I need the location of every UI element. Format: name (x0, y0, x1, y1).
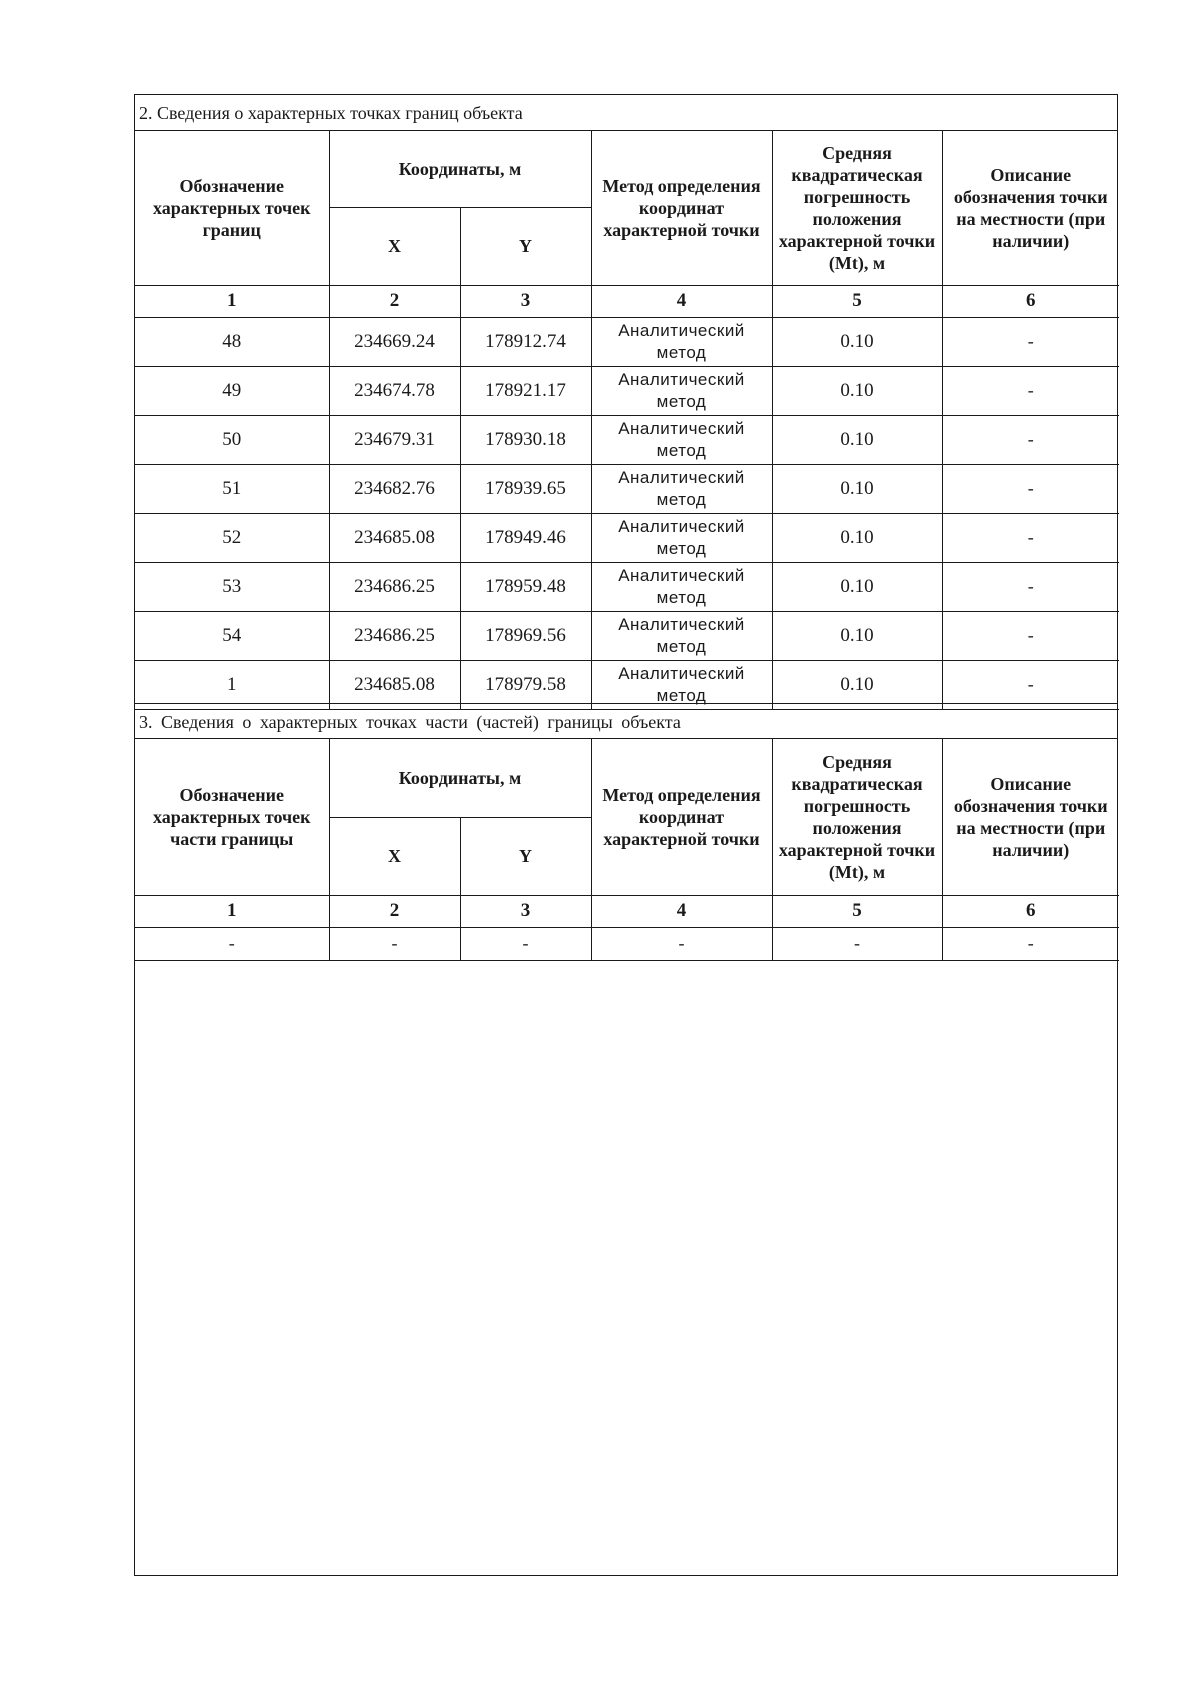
description-cell: - (942, 415, 1119, 464)
header-designation: Обозначение характерных точек части границы (135, 739, 329, 895)
table-row (135, 415, 1119, 464)
method-cell: Аналитический метод (591, 317, 772, 366)
document-frame (134, 94, 1118, 1576)
column-number: 4 (591, 895, 772, 927)
column-number: 1 (135, 895, 329, 927)
y-cell: 178949.46 (460, 513, 591, 562)
point-cell: 1 (135, 660, 329, 709)
header-error: Средняя квадратическая погрешность положения характерной точки (Mt), м (772, 739, 942, 895)
error-cell: 0.10 (772, 660, 942, 709)
table-row (135, 562, 1119, 611)
header-x: X (329, 817, 460, 895)
y-cell: 178979.58 (460, 660, 591, 709)
description-cell: - (942, 513, 1119, 562)
description-cell: - (942, 611, 1119, 660)
error-cell: - (772, 927, 942, 960)
x-cell: 234685.08 (329, 513, 460, 562)
error-cell: 0.10 (772, 562, 942, 611)
section-2-title: 2. Сведения о характерных точках границ объекта (135, 95, 1117, 131)
y-cell: 178969.56 (460, 611, 591, 660)
header-y: Y (460, 817, 591, 895)
x-cell: 234686.25 (329, 562, 460, 611)
method-cell: Аналитический метод (591, 464, 772, 513)
column-number: 4 (591, 285, 772, 317)
x-cell: 234682.76 (329, 464, 460, 513)
header-method: Метод определения координат характерной точки (591, 131, 772, 285)
header-coordinates: Координаты, м (329, 739, 591, 817)
header-x: X (329, 207, 460, 285)
description-cell: - (942, 927, 1119, 960)
column-number: 5 (772, 285, 942, 317)
y-cell: - (460, 927, 591, 960)
description-cell: - (942, 660, 1119, 709)
column-number: 2 (329, 285, 460, 317)
description-cell: - (942, 366, 1119, 415)
method-cell: Аналитический метод (591, 660, 772, 709)
header-method: Метод определения координат характерной точки (591, 739, 772, 895)
header-error: Средняя квадратическая погрешность положения характерной точки (Mt), м (772, 131, 942, 285)
table-row (135, 660, 1119, 709)
error-cell: 0.10 (772, 513, 942, 562)
point-cell: 54 (135, 611, 329, 660)
description-cell: - (942, 562, 1119, 611)
header-coordinates: Координаты, м (329, 131, 591, 207)
y-cell: 178959.48 (460, 562, 591, 611)
method-cell: Аналитический метод (591, 562, 772, 611)
header-designation: Обозначение характерных точек границ (135, 131, 329, 285)
error-cell: 0.10 (772, 317, 942, 366)
method-cell: Аналитический метод (591, 415, 772, 464)
table-row (135, 366, 1119, 415)
table-row (135, 317, 1119, 366)
column-number-row (135, 895, 1119, 927)
point-cell: 49 (135, 366, 329, 415)
y-cell: 178912.74 (460, 317, 591, 366)
description-cell: - (942, 317, 1119, 366)
point-cell: - (135, 927, 329, 960)
column-number: 5 (772, 895, 942, 927)
error-cell: 0.10 (772, 464, 942, 513)
point-cell: 52 (135, 513, 329, 562)
method-cell: Аналитический метод (591, 366, 772, 415)
y-cell: 178930.18 (460, 415, 591, 464)
method-cell: Аналитический метод (591, 513, 772, 562)
x-cell: - (329, 927, 460, 960)
error-cell: 0.10 (772, 366, 942, 415)
column-number: 2 (329, 895, 460, 927)
x-cell: 234685.08 (329, 660, 460, 709)
point-cell: 51 (135, 464, 329, 513)
x-cell: 234669.24 (329, 317, 460, 366)
header-y: Y (460, 207, 591, 285)
header-description: Описание обозначения точки на местности (при наличии) (942, 131, 1119, 285)
point-cell: 50 (135, 415, 329, 464)
x-cell: 234674.78 (329, 366, 460, 415)
error-cell: 0.10 (772, 611, 942, 660)
table-row (135, 513, 1119, 562)
column-number: 3 (460, 895, 591, 927)
table-row (135, 927, 1119, 960)
column-number: 6 (942, 285, 1119, 317)
method-cell: - (591, 927, 772, 960)
section-2-table (135, 131, 1119, 710)
section-2-rows (135, 131, 1119, 709)
description-cell: - (942, 464, 1119, 513)
section-3-table (135, 739, 1119, 961)
x-cell: 234686.25 (329, 611, 460, 660)
method-cell: Аналитический метод (591, 611, 772, 660)
section-3-rows (135, 739, 1119, 960)
column-number: 3 (460, 285, 591, 317)
error-cell: 0.10 (772, 415, 942, 464)
column-number: 6 (942, 895, 1119, 927)
y-cell: 178939.65 (460, 464, 591, 513)
point-cell: 53 (135, 562, 329, 611)
column-number: 1 (135, 285, 329, 317)
table-row (135, 611, 1119, 660)
column-number-row (135, 285, 1119, 317)
y-cell: 178921.17 (460, 366, 591, 415)
table-row (135, 464, 1119, 513)
section-3-title: 3. Сведения о характерных точках части (частей) границы объекта (135, 703, 1117, 739)
x-cell: 234679.31 (329, 415, 460, 464)
point-cell: 48 (135, 317, 329, 366)
header-description: Описание обозначения точки на местности (при наличии) (942, 739, 1119, 895)
